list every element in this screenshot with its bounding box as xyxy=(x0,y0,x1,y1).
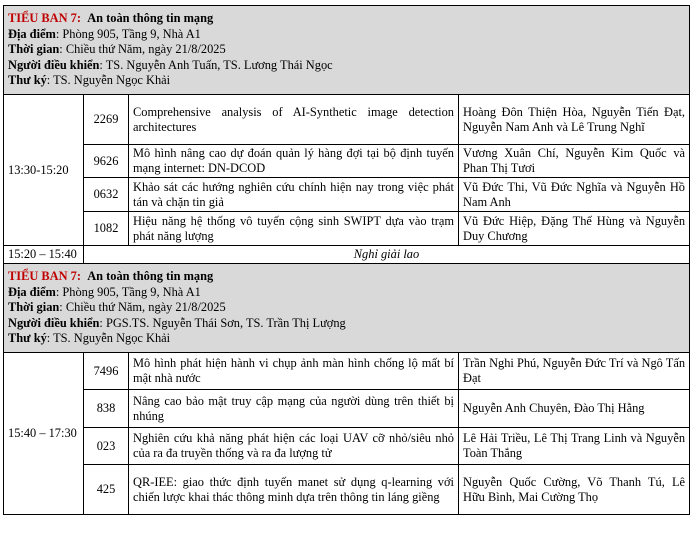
table-row xyxy=(4,178,690,212)
session-1-secretary: Thư ký: TS. Nguyễn Ngọc Khải xyxy=(8,73,171,88)
paper-title: Comprehensive analysis of AI-Synthetic image detection architectures xyxy=(129,95,459,145)
table-row xyxy=(4,353,690,390)
break-row xyxy=(4,246,690,264)
session-2-location: Địa điểm: Phòng 905, Tầng 9, Nhà A1 xyxy=(8,284,201,299)
table-row xyxy=(4,428,690,465)
session-2-header xyxy=(4,264,690,353)
paper-id: 1082 xyxy=(84,212,129,246)
paper-title: Khảo sát các hướng nghiên cứu chính hiện nay trong việc phát tán và chặn tin giả xyxy=(129,178,459,212)
paper-title: Mô hình nâng cao dự đoán quản lý hàng đợi tại bộ định tuyến mạng internet: DN-DCOD xyxy=(129,145,459,178)
table-row xyxy=(4,145,690,178)
paper-title: QR-IEE: giao thức định tuyến manet sử dụng q-learning với chiến lược khai thác thông minh dựa trên thông tin láng giềng xyxy=(129,465,459,515)
session-2-chair: Người điều khiển: PGS.TS. Nguyễn Thái Sơn, TS. Trần Thị Lượng xyxy=(8,315,346,330)
session-2-title: TIỂU BAN 7: An toàn thông tin mạng xyxy=(8,269,214,284)
schedule-table xyxy=(3,5,690,515)
break-label: Nghỉ giải lao xyxy=(84,246,690,264)
paper-authors: Lê Hải Triều, Lê Thị Trang Linh và Nguyễn Toàn Thắng xyxy=(459,428,690,465)
break-time: 15:20 – 15:40 xyxy=(4,246,84,264)
paper-title: Mô hình phát hiện hành vi chụp ảnh màn hình chống lộ mất bí mật nhà nước xyxy=(129,353,459,390)
paper-authors: Nguyễn Anh Chuyên, Đào Thị Hằng xyxy=(459,390,690,428)
table-row xyxy=(4,390,690,428)
session-2-time-slot: 15:40 – 17:30 xyxy=(4,353,84,515)
session-2-secretary: Thư ký: TS. Nguyễn Ngọc Khải xyxy=(8,331,171,346)
session-2-time: Thời gian: Chiều thứ Năm, ngày 21/8/2025 xyxy=(8,300,226,315)
paper-authors: Hoàng Đôn Thiện Hòa, Nguyễn Tiến Đạt, Nguyễn Nam Anh và Lê Trung Nghĩ xyxy=(459,95,690,145)
paper-authors: Vũ Đức Hiệp, Đặng Thế Hùng và Nguyễn Duy Chương xyxy=(459,212,690,246)
paper-authors: Trần Nghi Phú, Nguyễn Đức Trí và Ngô Tấn Đạt xyxy=(459,353,690,390)
paper-id: 9626 xyxy=(84,145,129,178)
paper-title: Hiệu năng hệ thống vô tuyến cộng sinh SWIPT dựa vào trạm phát năng lượng xyxy=(129,212,459,246)
paper-title: Nâng cao bảo mật truy cập mạng của người dùng trên thiết bị nhúng xyxy=(129,390,459,428)
table-row xyxy=(4,465,690,515)
paper-id: 2269 xyxy=(84,95,129,145)
paper-authors: Vũ Đức Thi, Vũ Đức Nghĩa và Nguyễn Hồ Nam Anh xyxy=(459,178,690,212)
paper-authors: Vương Xuân Chí, Nguyễn Kim Quốc và Phan Thị Tươi xyxy=(459,145,690,178)
session-1-header xyxy=(4,6,690,95)
paper-id: 023 xyxy=(84,428,129,465)
paper-authors: Nguyễn Quốc Cường, Võ Thanh Tú, Lê Hữu Bình, Mai Cường Thọ xyxy=(459,465,690,515)
session-1-chair: Người điều khiển: TS. Nguyễn Anh Tuấn, TS. Lương Thái Ngọc xyxy=(8,57,333,72)
paper-id: 838 xyxy=(84,390,129,428)
paper-id: 7496 xyxy=(84,353,129,390)
paper-id: 0632 xyxy=(84,178,129,212)
session-1-title: TIỂU BAN 7: An toàn thông tin mạng xyxy=(8,11,214,26)
table-row xyxy=(4,212,690,246)
session-1-time-slot: 13:30-15:20 xyxy=(4,95,84,246)
table-row xyxy=(4,95,690,145)
session-1-location: Địa điểm: Phòng 905, Tầng 9, Nhà A1 xyxy=(8,26,201,41)
paper-title: Nghiên cứu khả năng phát hiện các loại UAV cỡ nhỏ/siêu nhỏ của ra đa truyền thống và ra đa lượng tử xyxy=(129,428,459,465)
session-1-time: Thời gian: Chiều thứ Năm, ngày 21/8/2025 xyxy=(8,42,226,57)
paper-id: 425 xyxy=(84,465,129,515)
